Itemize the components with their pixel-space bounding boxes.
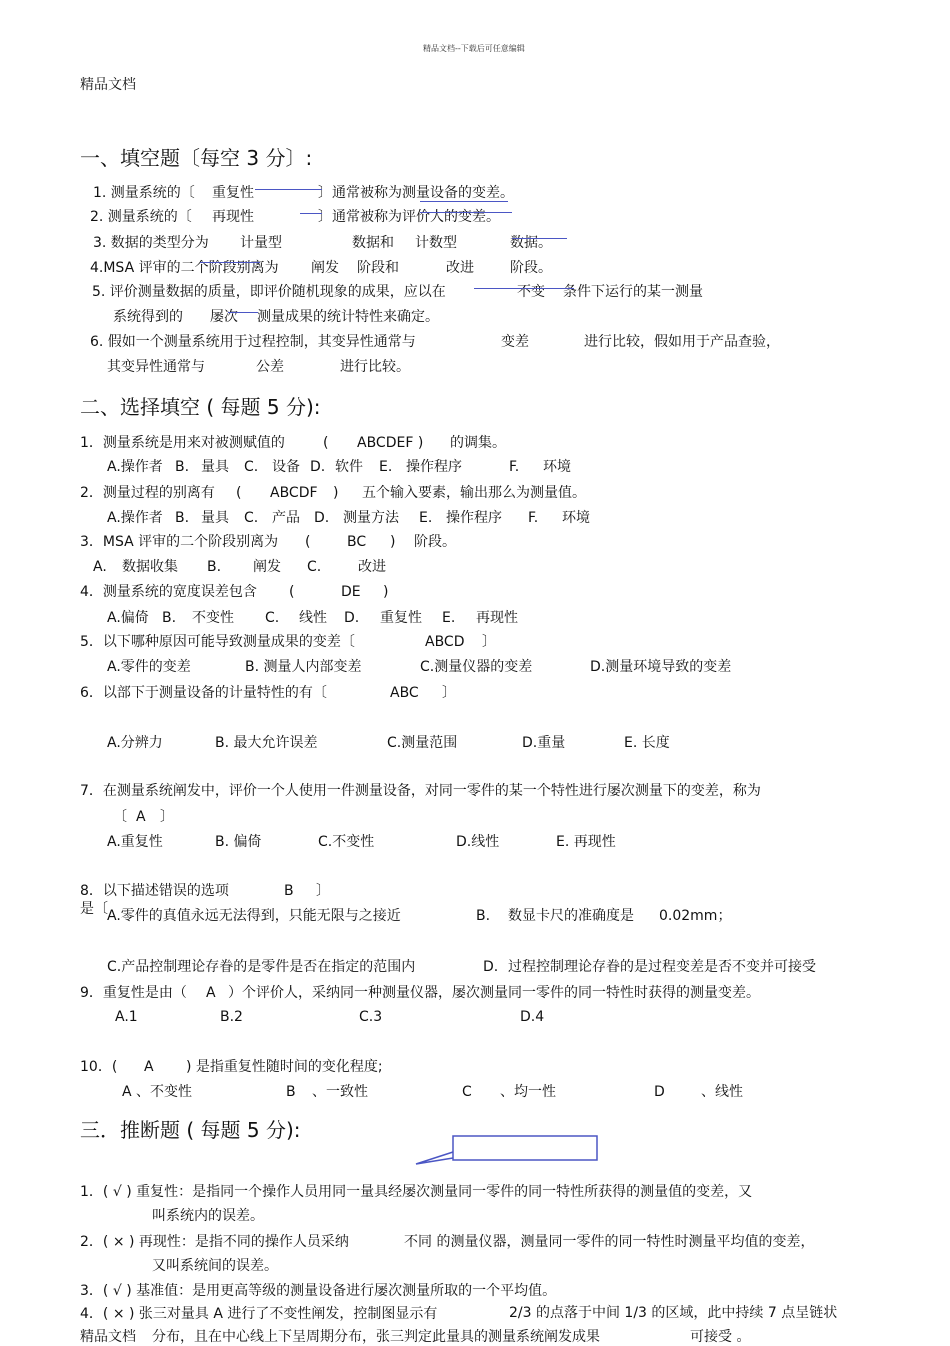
s1-q6b-a: 其变异性通常与 (107, 359, 205, 375)
s2-q7: 7．在测量系统阐发中，评价一个人使用一件测量设备，对同一零件的某一个特性进行屡次测量下的变差，称为 (80, 783, 761, 799)
s2-q2-b: 五个输入要素，输出那么为测量值。 (362, 485, 586, 501)
s1-q6-b: 进行比较，假如用于产品查验， (584, 334, 780, 350)
s2-q4-opt: 线性 (299, 610, 327, 626)
s2-q3-b: 阶段。 (414, 534, 456, 550)
s1-q2-a: 2. 测量系统的〔 (90, 209, 192, 225)
s2-q5-a: 5．以下哪种原因可能导致测量成果的变差〔 (80, 634, 355, 650)
s2-q4-opt: C. (265, 610, 280, 626)
s2-q10-opt: C (462, 1084, 472, 1100)
s2-q8-opt: 过程控制理论存眷的是过程变差是否不变并可接受 (508, 959, 816, 975)
s2-q2-paren: ( (236, 485, 242, 501)
s1-q4-b: 阶段和 (357, 260, 399, 276)
s2-q9-opt: A.1 (115, 1009, 138, 1025)
doc-label: 精品文档 (80, 77, 136, 93)
s2-q4-opt: D. (344, 610, 360, 626)
s2-q7-opt: C.不变性 (318, 834, 375, 850)
s2-q6-answer: ABC (390, 685, 419, 701)
s2-q2-opt: D. (314, 510, 330, 526)
s2-q10-opt: 、一致性 (312, 1084, 368, 1100)
s2-q1-answer: ABCDEF ) (357, 435, 424, 451)
s1-q1-a: 1. 测量系统的〔 (93, 185, 195, 201)
s2-q2-opt: E. (419, 510, 433, 526)
footer-doc-label: 精品文档 (80, 1329, 136, 1345)
s2-q2-opt: 环境 (562, 510, 590, 526)
s1-q3-a: 3. 数据的类型分为 (93, 235, 209, 251)
s1-q5-a: 5. 评价测量数据的质量，即评价随机现象的成果，应以在 (92, 284, 446, 300)
s2-q10-b: ) 是指重复性随时间的变化程度; (186, 1059, 383, 1075)
s2-q1-opt: F. (509, 459, 520, 475)
s2-q2-opt: 测量方法 (343, 510, 399, 526)
s2-q8-a: 8．以下描述错误的选项 (80, 883, 229, 899)
s2-q4-opt: 再现性 (476, 610, 518, 626)
s1-q5-answer: 不变 (517, 284, 545, 300)
section3-title: 三．推断题 ( 每题 5 分): (80, 1118, 301, 1142)
header-note: 精品文档--下载后可任意编辑 (423, 44, 525, 53)
s3-q4-a: 4．( × ) 张三对量具 A 进行了不变性阐发，控制图显示有 (80, 1306, 438, 1322)
s1-q5-b: 条件下运行的某一测量 (563, 284, 703, 300)
s1-q1-answer: 重复性 (212, 185, 254, 201)
s1-q4-a: 4.MSA 评审的二个阶段别离为 (90, 260, 279, 276)
handwriting-line (300, 213, 322, 214)
s3-q1-b: 叫系统内的误差。 (152, 1208, 264, 1224)
s2-q9-answer: A (206, 985, 216, 1001)
handwriting-line (420, 212, 512, 213)
s2-q6-opt: E. 长度 (624, 735, 670, 751)
s2-q8-opt: A.零件的真值永远无法得到，只能无限与之接近 (107, 908, 401, 924)
s2-q3-opt: 改进 (358, 559, 386, 575)
s2-q6-a: 6．以部下于测量设备的计量特性的有〔 (80, 685, 327, 701)
s2-q7b-a: 〔 (113, 809, 127, 825)
s2-q2-opt: 产品 (272, 510, 300, 526)
handwriting-line (255, 189, 322, 190)
s2-q2-opt: B. (175, 510, 190, 526)
s2-q7-opt: D.线性 (456, 834, 500, 850)
s2-q2-opt: C. (244, 510, 259, 526)
s2-q3-opt: 阐发 (253, 559, 281, 575)
handwriting-line (200, 262, 260, 263)
s1-q6-a: 6. 假如一个测量系统用于过程控制，其变异性通常与 (90, 334, 416, 350)
s2-q1-b: 的调集。 (450, 435, 506, 451)
s2-q1-opt: D. (310, 459, 326, 475)
s2-q5-opt: A.零件的变差 (107, 659, 191, 675)
s2-q10-a: 10．( (80, 1059, 118, 1075)
s2-q8-answer: B (284, 883, 294, 899)
s2-q3-paren: ( (305, 534, 311, 550)
s2-q2-opt: A.操作者 (107, 510, 163, 526)
s1-q4-answer2: 改进 (446, 260, 474, 276)
s3-q2-a: 2．( × ) 再现性：是指不同的操作人员采纳 (80, 1234, 349, 1250)
handwriting-line (512, 238, 567, 239)
s1-q6b-b: 进行比较。 (340, 359, 410, 375)
s1-q1-b: 〕通常被称为测量设备的变差。 (318, 185, 514, 201)
s1-q4-c: 阶段。 (510, 260, 552, 276)
s2-q3-opt: A. (93, 559, 107, 575)
s2-q9-opt: C.3 (359, 1009, 383, 1025)
s2-q10-opt: D (654, 1084, 665, 1100)
s2-q6-opt: D.重量 (522, 735, 566, 751)
s3-q2-c: 又叫系统间的误差。 (152, 1258, 278, 1274)
s2-q4-paren: ( (289, 584, 295, 600)
handwriting-line (474, 288, 574, 289)
section2-title: 二、选择填空 ( 每题 5 分): (80, 395, 321, 419)
s2-q8-opt: 0.02mm； (659, 908, 732, 924)
s3-q3: 3．( √ ) 基准值：是用更高等级的测量设备进行屡次测量所取的一个平均值。 (80, 1283, 557, 1299)
s2-q10-opt: 、均一性 (500, 1084, 556, 1100)
s2-q6-opt: C.测量范围 (387, 735, 458, 751)
s2-q1-opt: B. (175, 459, 190, 475)
s2-q8-opt: D. (483, 959, 499, 975)
s2-q7-opt: B. 偏倚 (215, 834, 262, 850)
s2-q5-answer: ABCD (425, 634, 465, 650)
s2-q4-answer: DE (341, 584, 361, 600)
s2-q8-opt: C.产品控制理论存眷的是零件是否在指定的范围内 (107, 959, 416, 975)
s2-q4-opt: E. (442, 610, 456, 626)
callout-box-icon (412, 1134, 602, 1170)
s1-q5b-answer: 屡次 (210, 309, 238, 325)
s2-q4-opt: 重复性 (380, 610, 422, 626)
s2-q1-opt: 量具 (201, 459, 229, 475)
s1-q6-answer: 变差 (501, 334, 529, 350)
s3-q4-d: 可接受 。 (690, 1329, 751, 1345)
s2-q3-opt: 数据收集 (122, 559, 178, 575)
handwriting-line (420, 201, 508, 202)
s2-q2-paren2: ) (333, 485, 339, 501)
s1-q3-c: 数据。 (510, 235, 552, 251)
s1-q3-answer2: 计数型 (415, 235, 457, 251)
s2-q2-a: 2．测量过程的别离有 (80, 485, 215, 501)
s2-q10-opt: 、线性 (701, 1084, 743, 1100)
s2-q7-opt: A.重复性 (107, 834, 163, 850)
s2-q9-a: 9．重复性是由（ (80, 985, 187, 1001)
s2-q4-opt: 不变性 (192, 610, 234, 626)
s2-q2-opt: 量具 (201, 510, 229, 526)
s3-q4-c: 分布，且在中心线上下呈周期分布，张三判定此量具的测量系统阐发成果 (152, 1329, 600, 1345)
s2-q5-b: 〕 (482, 634, 496, 650)
s2-q3-answer: BC (347, 534, 367, 550)
s2-q8-c: 是〔 (80, 901, 108, 917)
s2-q5-opt: B. 测量人内部变差 (245, 659, 362, 675)
s2-q4-paren2: ) (383, 584, 389, 600)
s2-q8-b: 〕 (316, 883, 330, 899)
s1-q4-answer1: 阐发 (311, 260, 339, 276)
s2-q1-opt: 操作程序 (406, 459, 462, 475)
s2-q4-opt: A.偏倚 (107, 610, 149, 626)
s1-q5b-a: 系统得到的 (113, 309, 183, 325)
s2-q6-opt: A.分辨力 (107, 735, 163, 751)
s2-q2-opt: F. (528, 510, 539, 526)
s1-q2-answer: 再现性 (212, 209, 254, 225)
s2-q3-a: 3．MSA 评审的二个阶段别离为 (80, 534, 279, 550)
s2-q7b-b: 〕 (160, 809, 174, 825)
s2-q1-opt: C. (244, 459, 259, 475)
s1-q5b-b: 测量成果的统计特性来确定。 (257, 309, 439, 325)
s2-q1-a: 1．测量系统是用来对被测赋值的 (80, 435, 285, 451)
s2-q8-opt: 数显卡尺的准确度是 (508, 908, 634, 924)
s2-q6-b: 〕 (442, 685, 456, 701)
s2-q2-answer: ABCDF (270, 485, 318, 501)
s2-q1-opt: 环境 (543, 459, 571, 475)
s2-q4-a: 4．测量系统的宽度误差包含 (80, 584, 257, 600)
s2-q1-opt: E. (379, 459, 393, 475)
s1-q3-b: 数据和 (352, 235, 394, 251)
s2-q10-opt: B (286, 1084, 296, 1100)
s2-q1-paren: ( (323, 435, 329, 451)
s3-q1-a: 1．( √ ) 重复性：是指同一个操作人员用同一量具经屡次测量同一零件的同一特性所获得的测量值的变差，又 (80, 1184, 753, 1200)
s2-q5-opt: C.测量仪器的变差 (420, 659, 533, 675)
s2-q5-opt: D.测量环境导致的变差 (590, 659, 732, 675)
s2-q3-opt: C. (307, 559, 322, 575)
s3-q4-b: 2/3 的点落于中间 1/3 的区域，此中持续 7 点呈链状 (509, 1305, 838, 1321)
handwriting-line (228, 312, 258, 313)
s2-q7-opt: E. 再现性 (556, 834, 616, 850)
s2-q2-opt: 操作程序 (446, 510, 502, 526)
s2-q7-answer: A (136, 809, 146, 825)
s2-q3-paren2: ) (390, 534, 396, 550)
s2-q4-opt: B. (162, 610, 177, 626)
s2-q1-opt: 软件 (335, 459, 363, 475)
s2-q6-opt: B. 最大允许误差 (215, 735, 318, 751)
s3-q2-b: 不同 的测量仪器，测量同一零件的同一特性时测量平均值的变差， (404, 1234, 815, 1250)
section1-title: 一、填空题〔每空 3 分〕: (80, 146, 313, 170)
s1-q6b-answer: 公差 (256, 359, 284, 375)
s1-q2-b: 〕通常被称为评价人的变差。 (318, 209, 500, 225)
s1-q3-answer1: 计量型 (240, 235, 282, 251)
s2-q9-opt: D.4 (520, 1009, 545, 1025)
s2-q10-answer: A (144, 1059, 154, 1075)
s2-q3-opt: B. (207, 559, 222, 575)
s2-q9-opt: B.2 (220, 1009, 243, 1025)
s2-q9-b: ）个评价人，采纳同一种测量仪器，屡次测量同一零件的同一特性时获得的测量变差。 (228, 985, 760, 1001)
s2-q10-opt: A 、不变性 (122, 1084, 193, 1100)
s2-q8-opt: B. (476, 908, 491, 924)
s2-q1-opt: A.操作者 (107, 459, 163, 475)
s2-q1-opt: 设备 (272, 459, 300, 475)
